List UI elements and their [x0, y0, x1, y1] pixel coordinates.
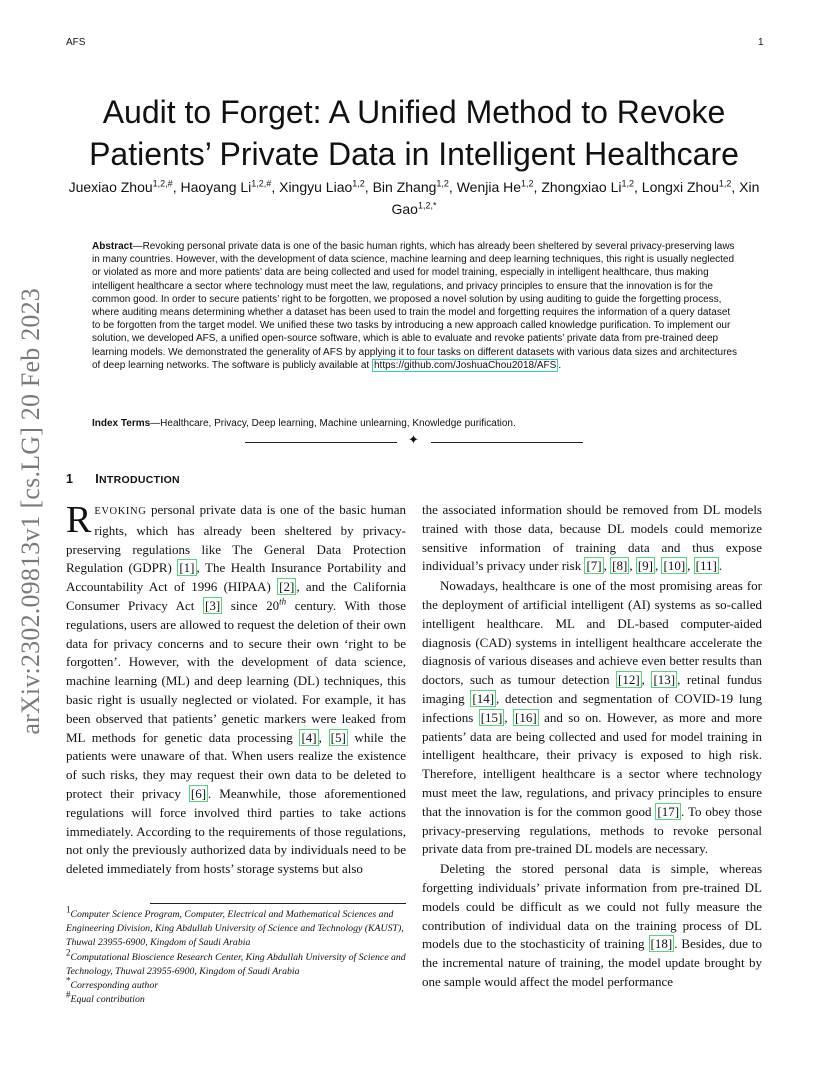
citation-link[interactable]: [6]	[190, 785, 207, 801]
affiliation-mark: 1,2	[521, 178, 534, 189]
paragraph: Nowadays, healthcare is one of the most promising areas for the deployment of artificial intelligent (AI) systems as so-called intelligent healthcare. ML and DL-based computer-aided diagnosis (CAD) systems in intelligent healthcare accelerate the diagnosis of various diseases and achieve even better results than doctors, such as tumour detection [12] , [13] , retinal fundus imaging [14] , detection and segmentation of COVID-19 lung infections [15] , [16] and so on. However, as more and more patients’ data are being collected and used for model training in intelligent healthcare, their privacy is exposed to high risk. Therefore, intelligent healthcare is a sector where technology must meet the law, regulations, and privacy principles to ensure that the innovation is for the common good [17] . To obey those privacy-preserving regulations, methods to revoke personal private data from pre-trained DL models are necessary.	[422, 578, 763, 857]
footnote-mark: 2	[66, 947, 71, 958]
author: Longxi Zhou$^{1,2}$	[641, 178, 732, 195]
paper-title: Audit to Forget: A Unified Method to Revoke Patients’ Private Data in Intelligent Healthcare	[89, 94, 739, 173]
author: Zhongxiao Li$^{1,2}$	[541, 178, 635, 195]
affiliation-mark: 1,2,#	[251, 178, 272, 189]
citation-link[interactable]: [3]	[205, 597, 221, 613]
citation-link[interactable]: [12]	[617, 672, 640, 688]
affiliation-mark: 1,2,*	[417, 200, 437, 211]
citation-link[interactable]: [15]	[480, 709, 503, 725]
citation-link[interactable]: [1]	[179, 560, 195, 576]
footnote-rule	[150, 903, 406, 904]
citation-link[interactable]: [14]	[472, 690, 495, 706]
section-heading	[66, 472, 180, 486]
citation-link[interactable]: [16]	[515, 709, 537, 725]
author: Juexiao Zhou$^{1,2,\#}$	[68, 178, 173, 195]
footnote: $^2$Computational Bioscience Research Center, King Abdullah University of Science and Technology, Thuwal 23955-6900, Kingdom of Saudi Arabia	[66, 947, 406, 977]
citation-link[interactable]: [13]	[653, 672, 676, 688]
author: Bin Zhang$^{1,2}$	[372, 178, 449, 195]
affiliation-mark: 1,2	[352, 178, 365, 189]
paragraph: Deleting the stored personal data is simple, whereas forgetting individuals’ private information from pre-trained DL models could be difficult as we could not fully measure the contribution of individual data on the training process of DL models due to the stochasticity of training [18] . Besides, due to the incremental nature of training, the model update brought by one sample would affect the model performance	[422, 861, 762, 989]
smallcaps-lead: EVOKING	[94, 506, 147, 517]
left-column	[66, 501, 406, 879]
author: Wenjia He$^{1,2}$	[456, 178, 534, 195]
citation-link[interactable]: [17]	[657, 803, 680, 819]
section-title: INTRODUCTION	[95, 472, 180, 486]
footnotes	[66, 904, 406, 1007]
author: Haoyang $Li^{1,2,\#}$	[180, 178, 272, 195]
author: Xingyu Liao$^{1,2}$	[279, 178, 365, 195]
index-terms	[92, 417, 740, 430]
paragraph: REVOKING personal private data is one of the basic human rights, which has already been sheltered by privacy-preserving regulations like The General Data Protection Regulation (GDPR) [1] , The Health Insurance Portability and Accountability Act of 1996 (HIPAA) [2] , and the California Consumer Privacy Act [3] since 20th century. With those regulations, users are allowed to request the deletion of their own data for privacy concerns and to secure their own ‘right to be forgotten’. However, with the development of data science, machine learning (ML) and deep learning (DL) techniques, this basic right is usually neglected or violated. For example, it has been observed that patients’ genetic markers were leaked from ML methods for genetic data processing [4] , [5] while the patients were unaware of that. When users realize the existence of such risks, they may request their own data to be deleted to protect their privacy [6] . Meanwhile, those aforementioned regulations will force involved third parties to take actions immediately. According to the requirements of those regulations, not only the previously authorized data by individuals need to be deleted immediately from hosts’ storage systems but also	[66, 499, 407, 877]
citation-link[interactable]: [5]	[330, 729, 346, 745]
abstract	[92, 240, 740, 372]
footnote-mark: 1	[66, 904, 71, 915]
citation-link[interactable]: [4]	[301, 729, 317, 745]
footnote-mark: *	[66, 975, 71, 986]
affiliation-mark: 1,2,#	[152, 178, 173, 189]
arxiv-stamp: arXiv:2302.09813v1 [cs.LG] 20 Feb 2023	[16, 288, 45, 735]
abstract-text: —Revoking personal private data is one of the basic human rights, which has already been sheltered by several privacy-preserving laws in many countries. However, with the development of data science, machine learning and deep learning techniques, this right is usually neglected or violated as more and more patients’ data are being collected and used for model training, especially in intelligent healthcare, thus making intelligent healthcare a sector where technology must meet the law, regulations, and privacy principles to ensure that the innovation is for the common good. In order to secure patients’ right to be forgotten, we proposed a novel solution by using auditing to guide the forgetting process, where auditing means determining whether a dataset has been used to train the model and forgetting requires the information of a query dataset to be forgotten from the target model. We unified these two tasks by introducing a new approach called knowledge purification. To implement our solution, we developed AFS, a unified open-source software, which is able to evaluate and revoke patients’ private data from pre-trained deep learning models. We demonstrated the generality of AFS by applying it to four tasks on different datasets with various data sizes and architectures of deep learning networks. The software is publicly available at	[92, 241, 737, 371]
section-number: 1	[66, 472, 74, 486]
footnote: #Equal contribution	[66, 989, 145, 1006]
section-divider	[245, 434, 583, 450]
footnote-mark: #	[66, 989, 71, 1000]
citation-link[interactable]: [10]	[663, 558, 686, 574]
footnote: $^1$Computer Science Program, Computer, Electrical and Mathematical Sciences and Engineering Division, King Abdullah University of Science and Technology (KAUST), Thuwal 23955-6900, Kingdom of Saudi Arabia	[66, 904, 404, 949]
citation-link[interactable]: [2]	[279, 579, 295, 595]
right-column	[422, 501, 762, 992]
dropcap: R	[66, 499, 92, 541]
software-link[interactable]: https://github.com/JoshuaChou2018/AFS	[373, 359, 557, 371]
citation-link[interactable]: [18]	[650, 936, 673, 952]
index-terms-text: —Healthcare, Privacy, Deep learning, Machine unlearning, Knowledge purification.	[150, 418, 516, 429]
author-list: Juexiao Zhou$^{1,2,\#}$, Haoyang $Li^{1,2,\#}$, Xingyu Liao$^{1,2}$, Bin Zhang$^{1,2}$, Wenjia He$^{1,2}$, Zhongxiao Li$^{1,2}$, Longxi Zhou$^{1,2}$, Xin Gao$^{1,2,*}$	[68, 178, 760, 217]
abstract-end: .	[558, 359, 562, 371]
author: Xin Gao$^{1,2,*}$	[391, 179, 760, 217]
abstract-label: Abstract	[92, 241, 133, 252]
index-terms-label: Index Terms	[92, 418, 151, 429]
affiliation-mark: 1,2	[718, 178, 732, 189]
affiliation-mark: 1,2	[621, 178, 635, 189]
citation-link[interactable]: [11]	[695, 558, 717, 574]
citation-link[interactable]: [9]	[637, 558, 653, 574]
citation-link[interactable]: [7]	[586, 558, 602, 574]
running-head: AFS	[66, 37, 86, 48]
paragraph: the associated information should be removed from DL models trained with those data, because DL models could memorize sensitive information of training data and thus expose individual’s privacy under risk [7] , [8] , [9] , [10] , [11] .	[422, 502, 762, 574]
superscript: th	[279, 596, 287, 607]
footnote: *Corresponding author	[66, 975, 159, 992]
citation-link[interactable]: [8]	[612, 558, 628, 574]
diamond-icon: ✦	[408, 433, 419, 448]
page-number: 1	[758, 37, 764, 48]
affiliation-mark: 1,2	[436, 178, 449, 189]
